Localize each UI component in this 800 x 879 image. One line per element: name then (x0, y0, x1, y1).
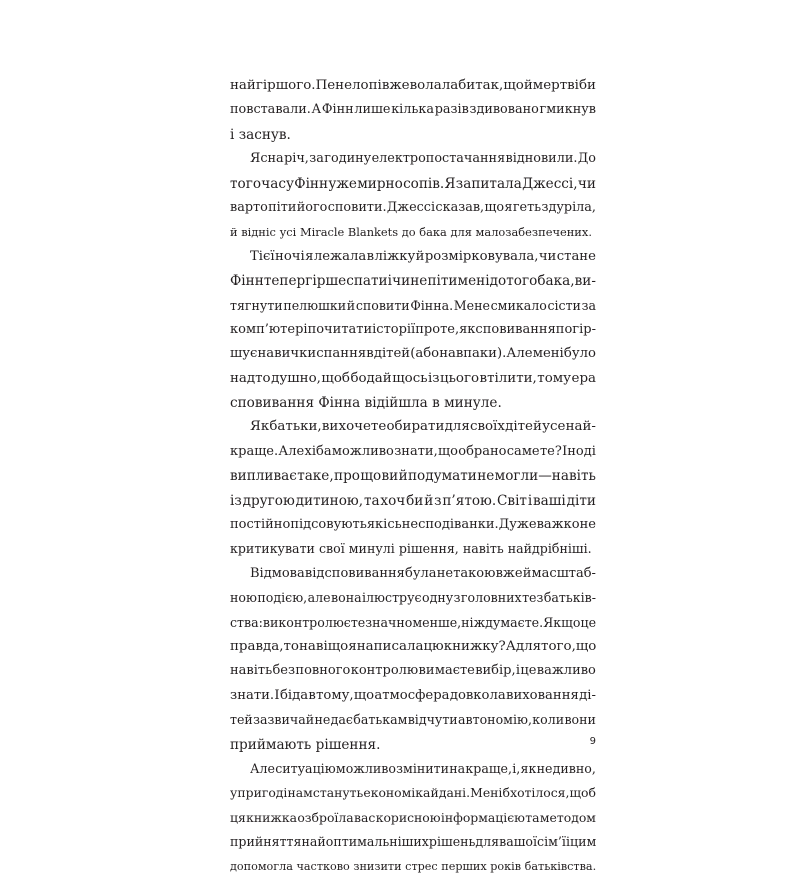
text-line: повставали. А Фінн лише кілька разів здивовано гмикнув (230, 102, 596, 118)
text-line: того часу Фінн уже мирно сопів. Я запитала Джессі, чи (230, 175, 596, 192)
text-line: тягнути пелюшки й сповити Фінна. Мене смикало сісти за (230, 297, 596, 313)
text-line: прийняття найоптимальніших рішень для вашої сім’ї і цим (230, 834, 597, 850)
text-line: знати. І біда в тому, що атмосфера довкола виховання ді- (230, 687, 596, 703)
text-line: Ясна річ, за годину електропостачання відновили. До (250, 151, 596, 167)
paragraph (230, 147, 596, 245)
text-line: критикувати свої минулі рішення, навіть найдрібніші. (230, 541, 592, 557)
text-line: краще. Але хіба можливо знати, що обрано саме те? Іноді (230, 443, 596, 459)
text-line: Відмова від сповивання була не такою вже й масштаб- (250, 565, 596, 581)
text-line: Тієї ночі я лежала в ліжку й розмірковувала, чи стане (250, 248, 596, 264)
paragraph (230, 562, 596, 757)
text-line: Але ситуацію можливо змінити на краще, і, як не дивно, (250, 760, 596, 776)
text-line: у пригоді нам стануть економіка й дані. Мені б хотілося, щоб (230, 785, 596, 801)
text-line: ства: ви контролюєте значно менше, ніж думаєте. Якщо це (230, 614, 597, 630)
text-line: ною подією, але вона ілюструє одну з головних тез батьків- (230, 590, 596, 606)
text-line: правда, то навіщо я написала цю книжку? А для того, що (230, 638, 597, 654)
text-line: випливає таке, про що ви й подумати не могли—навіть (230, 468, 596, 485)
text-line: Фінн тепер гірше спати і чи не піти мені до того бака, ви- (230, 273, 596, 290)
paragraph (230, 415, 596, 561)
text-line: ця книжка озброїла вас корисною інформацією та методом (230, 809, 596, 825)
text-line: сповивання Фінна відійшла в минуле. (230, 395, 502, 412)
paragraph (230, 757, 596, 879)
body-text (230, 74, 596, 879)
paragraph (230, 245, 596, 416)
paragraph (230, 74, 596, 147)
text-line: і заснув. (230, 126, 291, 143)
text-line: постійно підсовують якісь несподіванки. Дуже важко не (230, 517, 596, 533)
text-line: комп’ютер і почитати історії про те, як сповивання погір- (230, 321, 596, 337)
text-line: навіть без повного контролю ви маєте вибір, і це важливо (230, 663, 596, 679)
text-line: й відніс усі Miracle Blankets до бака для малозабезпечених. (230, 225, 592, 240)
text-line: надто душно, щоб бодай щось із цього втілити, тому ера (230, 370, 596, 386)
text-line: найгіршого. Пенелопі вже волала би так, що й мертві би (230, 78, 596, 93)
text-line: тей зазвичай не дає батькам відчути автономію, коли вони (230, 712, 596, 728)
text-line: допомогла частково знизити стрес перших років батьківства. (230, 859, 597, 873)
text-line: варто піти його сповити. Джессі сказав, що я геть здуріла, (230, 199, 596, 215)
page-number: 9 (589, 736, 596, 747)
text-line: приймають рішення. (230, 736, 381, 753)
text-line: із другою дитиною, та хоч би й з п’ятою. Світ і ваші діти (230, 492, 596, 509)
text-line: шує навички спання в дітей (або навпаки). Але мені було (230, 346, 596, 362)
text-line: Як батьки, ви хочете обирати для своїх дітей усе най- (250, 419, 596, 435)
